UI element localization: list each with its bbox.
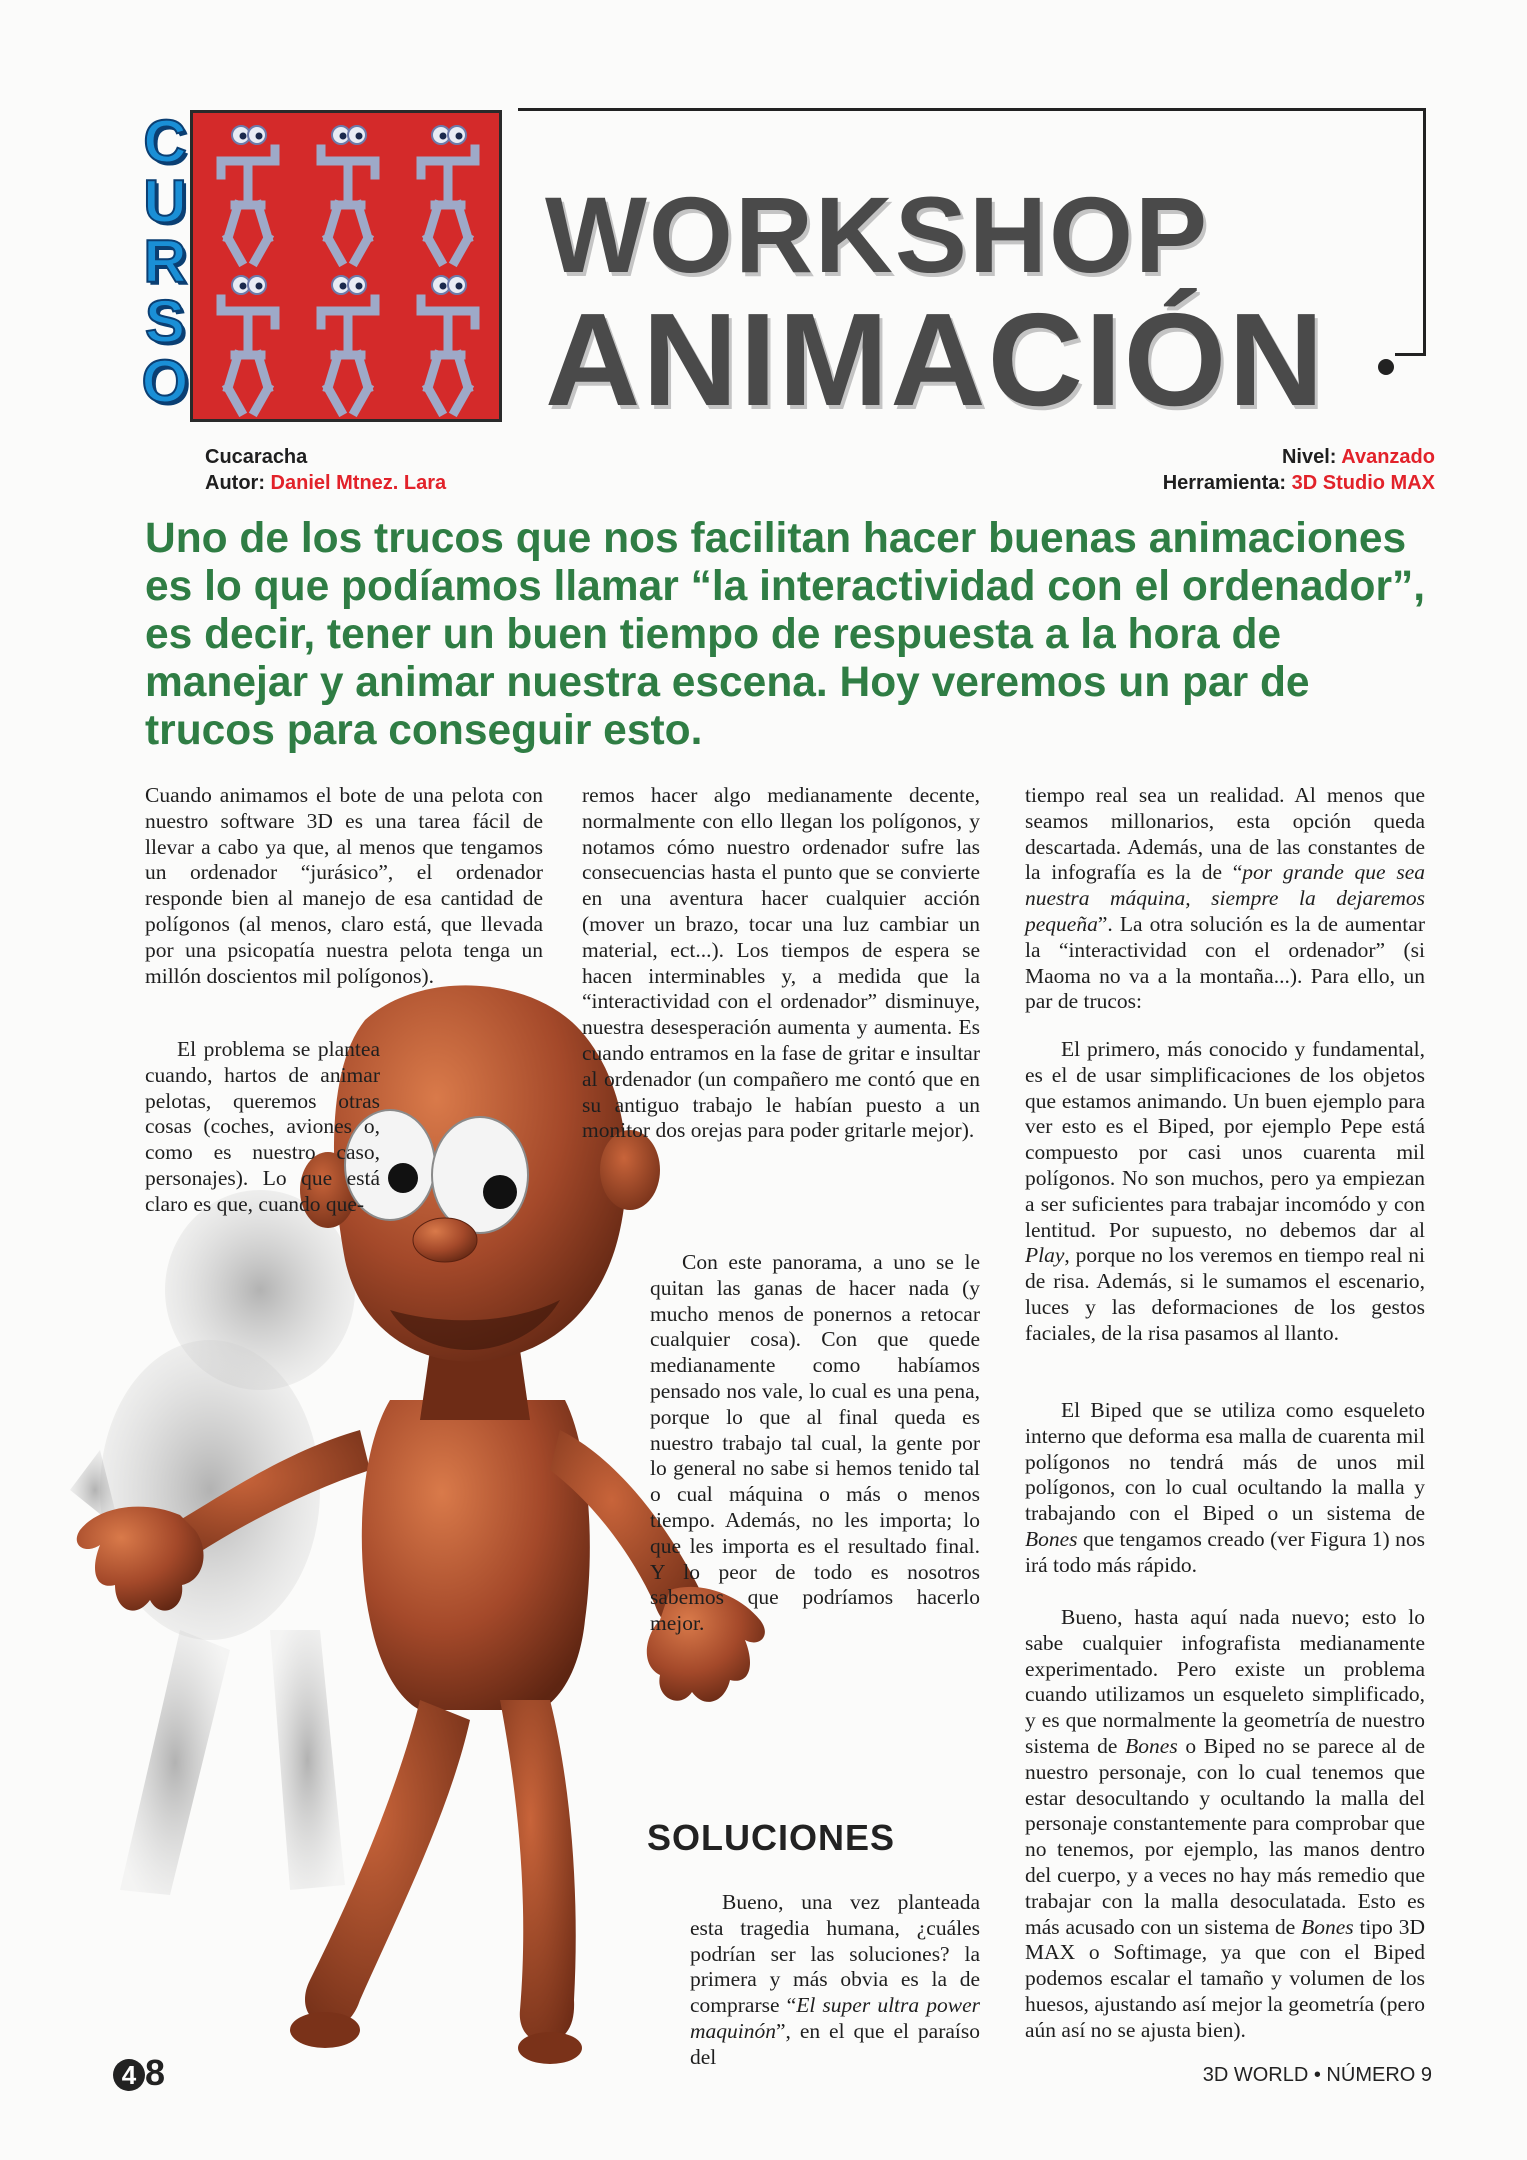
character-left-foot bbox=[290, 2012, 360, 2048]
tool-value: 3D Studio MAX bbox=[1291, 472, 1435, 494]
character-nose bbox=[413, 1218, 477, 1262]
section-letter: R bbox=[143, 228, 187, 295]
col1-paragraph-2: El problema se plantea cuando, hartos de animar pelotas, queremos otras cosas (coches, aviones o, como es nuestro caso, personajes). Lo que está claro es que, cuando que- bbox=[145, 1037, 380, 1216]
level-label: Nivel: bbox=[1281, 446, 1337, 468]
header-frame-line bbox=[1423, 108, 1426, 356]
character-right-foot bbox=[518, 2032, 582, 2064]
section-letter: U bbox=[143, 168, 187, 235]
publication-footer: 3D WORLD • NÚMERO 9 bbox=[1202, 2064, 1432, 2086]
section-label-curso bbox=[140, 108, 190, 415]
col2-paragraph-2: Con este panorama, a uno se le quitan las ganas de hacer nada (y mucho menos de ponernos a retocar cualquier cosa). Con que quede medianamente como habíamos pensado nos vale, lo cual es una pena, porque lo que al final queda es nuestro trabajo tal cual, la gente por lo general no sabe si hemos tenido tal o cual máquina o más o menos tiempo. Además, no les importa; lo que les importa es el resultado final. Y lo peor de todo es nosotros sabemos que podríamos hacerlo mejor. bbox=[650, 1250, 980, 1636]
article-meta-left bbox=[205, 444, 446, 496]
col2-paragraph-3: Bueno, una vez planteada esta tragedia humana, ¿cuáles podrían ser las soluciones? la primera y más obvia es la de comprarse “El super ultra power maquinón”, en el que el paraíso del bbox=[690, 1890, 980, 2069]
section-letter: O bbox=[141, 348, 189, 415]
author-name: Daniel Mtnez. Lara bbox=[270, 472, 447, 494]
col3-paragraph-4: Bueno, hasta aquí nada nuevo; esto lo sabe cualquier infografista medianamente experimentado. Pero existe un problema cuando utilizamos un esqueleto simplificado, y es que normalmente la geometría de nuestro sistema de Bones o Biped no se parece al de nuestro personaje, con lo cual tenemos que estar desocultando y ocultando la malla del personaje constantemente para comprobar que no tenemos, por ejemplo, las manos dentro del cuerpo, y a veces no hay más remedio que trabajar con la malla desoculatada. Esto es más acusado con un sistema de Bones tipo 3D MAX o Softimage, ya que con el Biped podemos escalar el tamaño y volumen de los huesos, ajustando así mejor la geometría (pero aún así no se ajusta bien). bbox=[1025, 1605, 1425, 2042]
col1-paragraph-1: Cuando animamos el bote de una pelota con nuestro software 3D es una tarea fácil de llevar a cabo ya que, al menos que tengamos un ordenador “jurásico”, el ordenador responde bien al manejo de esa cantidad de polígonos (al menos, claro está, que llevada por una psicopatía nuestra pelota tenga un millón doscientos mil polígonos). bbox=[145, 783, 543, 988]
character-torso bbox=[362, 1400, 590, 1710]
header-bullet-dot bbox=[1378, 359, 1394, 375]
tool-line bbox=[1163, 470, 1435, 496]
tool-label: Herramienta: bbox=[1162, 472, 1287, 494]
section-letter: S bbox=[144, 288, 186, 355]
author-label: Autor: bbox=[205, 472, 265, 494]
article-subject: Cucaracha bbox=[205, 446, 308, 468]
col3-paragraph-1: tiempo real sea un realidad. Al menos que seamos millonarios, esta opción queda descartada. Además, una de las constantes de la infografía es la de “por grande que sea nuestra máquina, siempre la dejaremos pequeña”. La otra solución es la de aumentar la “interactividad con el ordenador” (si Maoma no va a la montaña...). Para ello, un par de trucos: bbox=[1025, 783, 1425, 1014]
section-letter: C bbox=[143, 108, 187, 175]
page-number-circle: 4 bbox=[113, 2059, 145, 2091]
col3-paragraph-2: El primero, más conocido y fundamental, es el de usar simplificaciones de los objetos que estamos animando. Un buen ejemplo para ver esto es el Biped, por ejemplo Pepe está compuesto por casi unos cuarenta mil polígonos. No son muchos, pero ya empiezan a ser suficientes para trabajar incomódo y con lentitud. Por supuesto, no debemos dar al Play, porque no los veremos en tiempo real ni de risa. Además, si le sumamos el escenario, luces y las deformaciones de los gestos faciales, de la risa pasamos al llanto. bbox=[1025, 1037, 1425, 1345]
col2-paragraph-1: remos hacer algo medianamente decente, normalmente con ello llegan los polígonos, y notamos cómo nuestro ordenador sufre las consecuencias hasta el punto que se convierte en una aventura hacer cualquier acción (mover un brazo, tocar una luz cambiar un material, ect...). Los tiempos de espera se hacen interminables y, a medida que la “interactividad con el ordenador” disminuye, nuestra desesperación aumenta y aumenta. Es cuando entramos en la fase de gritar e insultar al ordenador (un compañero me contó que en su antiguo trabajo le habían puesto a un monitor dos orejas para poder gritarle mejor). bbox=[582, 783, 980, 1143]
article-meta-right bbox=[1163, 444, 1435, 496]
author-line bbox=[205, 470, 446, 496]
header-frame-line bbox=[1395, 353, 1426, 356]
title-animacion: ANIMACIÓN bbox=[545, 286, 1326, 433]
page-number bbox=[113, 2053, 165, 2093]
level-value: Avanzado bbox=[1341, 446, 1435, 468]
level-line bbox=[1163, 444, 1435, 470]
page-number-rest: 8 bbox=[145, 2052, 166, 2093]
stick-figures-icon bbox=[193, 113, 499, 419]
lead-paragraph: Uno de los trucos que nos facilitan hacer buenas animaciones es lo que podíamos llamar “la interactividad con el ordenador”, es decir, tener un buen tiempo de respuesta a la hora de manejar y animar nuestra escena. Hoy veremos un par de trucos para conseguir esto. bbox=[145, 515, 1426, 754]
character-right-leg bbox=[500, 1700, 576, 2042]
section-logo-stick-figures bbox=[190, 110, 502, 422]
title-workshop: WORKSHOP bbox=[545, 174, 1209, 295]
section-heading-soluciones: SOLUCIONES bbox=[647, 1817, 896, 1858]
header-frame-line bbox=[518, 108, 1426, 111]
col3-paragraph-3: El Biped que se utiliza como esqueleto interno que deforma esa malla de cuarenta mil polígonos no tendrá más de unos mil polígonos, con lo cual ocultando la malla y trabajando con el Biped o un sistema de Bones que tengamos creado (ver Figura 1) nos irá todo más rápido. bbox=[1025, 1398, 1425, 1577]
